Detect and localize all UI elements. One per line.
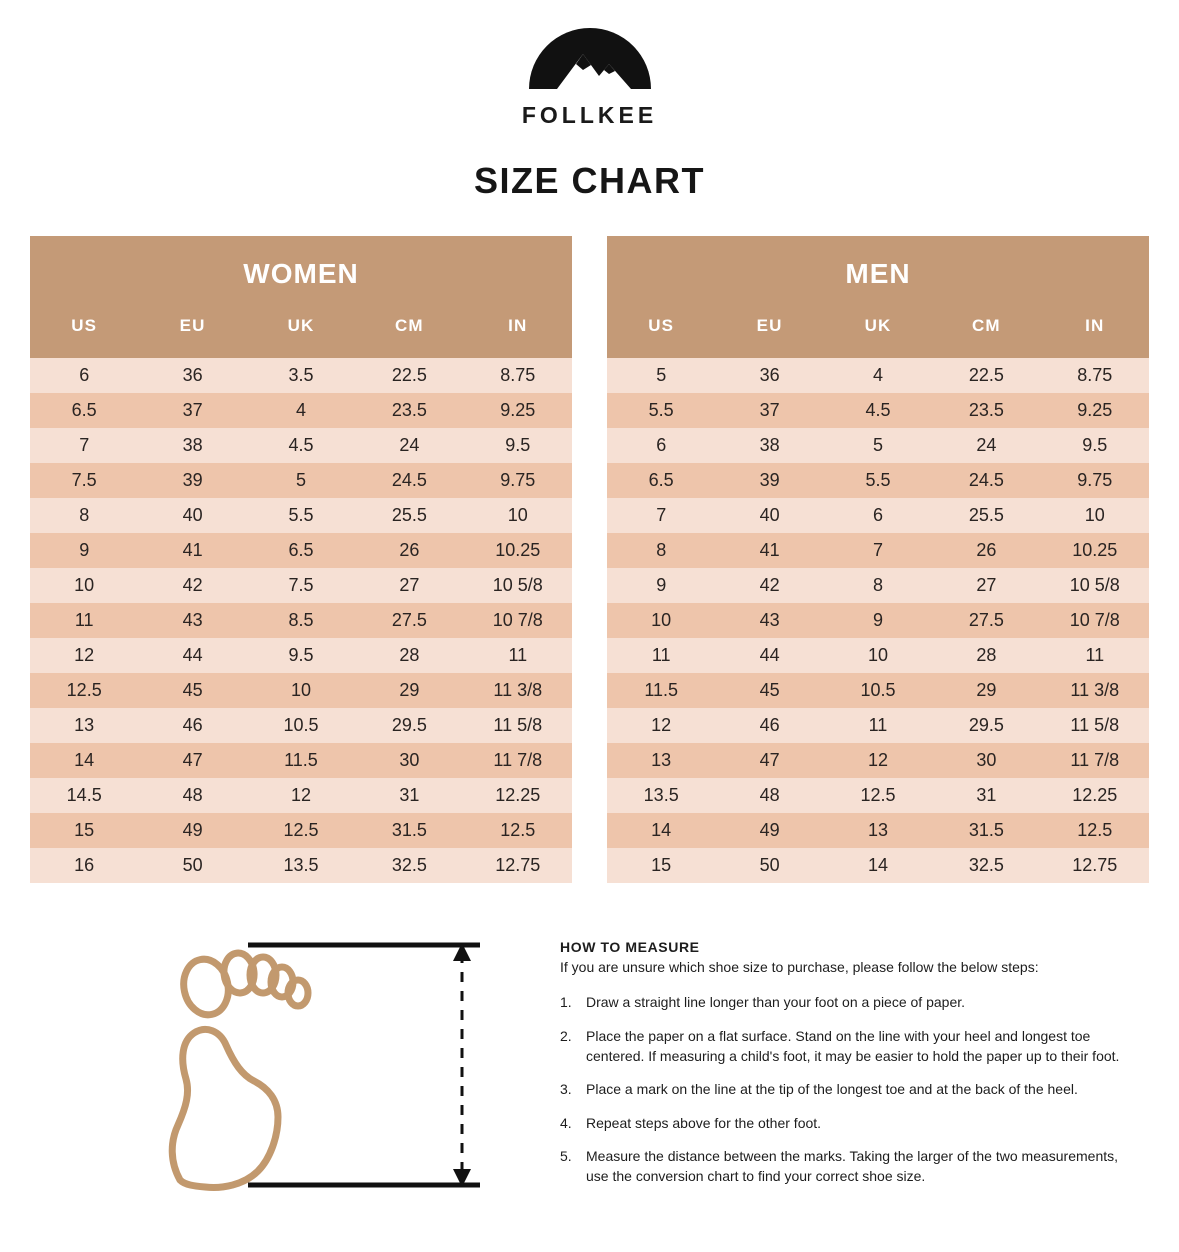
women-col-uk: UK [247, 310, 355, 358]
table-row [30, 533, 572, 568]
men-cell-us: 6 [607, 428, 715, 463]
table-row [30, 673, 572, 708]
table-row [30, 498, 572, 533]
women-cell-in: 11 7/8 [464, 743, 572, 778]
measure-step-text: Repeat steps above for the other foot. [586, 1114, 822, 1131]
women-cell-uk: 3.5 [247, 358, 355, 393]
women-cell-in: 9.75 [464, 463, 572, 498]
measure-step-text: Measure the distance between the marks. Taking the larger of the two measurements, use the conversion chart to find your correct shoe size. [586, 1148, 1119, 1184]
measure-step-text: Place a mark on the line at the tip of the longest toe and at the back of the heel. [586, 1081, 1078, 1098]
women-cell-eu: 41 [138, 533, 246, 568]
table-row [30, 743, 572, 778]
table-row [30, 393, 572, 428]
men-cell-cm: 31.5 [932, 813, 1040, 848]
men-cell-eu: 50 [715, 848, 823, 883]
women-cell-us: 9 [30, 533, 138, 568]
men-cell-us: 10 [607, 603, 715, 638]
women-cell-uk: 8.5 [247, 603, 355, 638]
women-cell-uk: 4.5 [247, 428, 355, 463]
men-cell-us: 9 [607, 568, 715, 603]
women-cell-us: 13 [30, 708, 138, 743]
women-cell-uk: 12.5 [247, 813, 355, 848]
table-row [607, 813, 1149, 848]
men-col-eu: EU [715, 310, 823, 358]
size-tables [0, 236, 1179, 883]
men-cell-in: 11 3/8 [1041, 673, 1149, 708]
men-cell-eu: 44 [715, 638, 823, 673]
women-cell-cm: 30 [355, 743, 463, 778]
men-cell-in: 12.25 [1041, 778, 1149, 813]
men-cell-eu: 36 [715, 358, 823, 393]
men-cell-eu: 46 [715, 708, 823, 743]
men-cell-in: 9.25 [1041, 393, 1149, 428]
women-cell-eu: 38 [138, 428, 246, 463]
table-row [607, 673, 1149, 708]
women-cell-in: 10.25 [464, 533, 572, 568]
women-cell-cm: 26 [355, 533, 463, 568]
men-cell-cm: 24.5 [932, 463, 1040, 498]
women-cell-cm: 27 [355, 568, 463, 603]
brand-header [0, 0, 1179, 129]
women-cell-eu: 37 [138, 393, 246, 428]
men-cell-cm: 30 [932, 743, 1040, 778]
men-cell-in: 8.75 [1041, 358, 1149, 393]
men-cell-cm: 29 [932, 673, 1040, 708]
women-cell-cm: 31 [355, 778, 463, 813]
men-table-header-row [607, 310, 1149, 358]
women-cell-uk: 7.5 [247, 568, 355, 603]
men-cell-us: 14 [607, 813, 715, 848]
women-col-in: IN [464, 310, 572, 358]
women-cell-cm: 25.5 [355, 498, 463, 533]
measure-step-number: 5. [560, 1148, 572, 1165]
men-cell-in: 9.75 [1041, 463, 1149, 498]
women-cell-eu: 50 [138, 848, 246, 883]
men-cell-eu: 45 [715, 673, 823, 708]
men-cell-cm: 24 [932, 428, 1040, 463]
women-size-chart [30, 236, 572, 883]
men-cell-in: 10 5/8 [1041, 568, 1149, 603]
women-cell-us: 7.5 [30, 463, 138, 498]
measure-step [560, 1027, 1120, 1066]
men-cell-us: 5.5 [607, 393, 715, 428]
men-cell-uk: 14 [824, 848, 932, 883]
women-cell-us: 10 [30, 568, 138, 603]
mountain-logo-icon [527, 26, 653, 98]
table-row [607, 778, 1149, 813]
table-row [607, 463, 1149, 498]
women-cell-eu: 44 [138, 638, 246, 673]
men-cell-eu: 49 [715, 813, 823, 848]
women-cell-eu: 49 [138, 813, 246, 848]
men-col-in: IN [1041, 310, 1149, 358]
table-row [607, 358, 1149, 393]
measure-heading: HOW TO MEASURE [560, 939, 700, 955]
women-cell-in: 11 3/8 [464, 673, 572, 708]
men-cell-cm: 26 [932, 533, 1040, 568]
measure-step [560, 1147, 1120, 1186]
men-cell-eu: 39 [715, 463, 823, 498]
men-col-us: US [607, 310, 715, 358]
women-table-body [30, 358, 572, 883]
women-cell-us: 16 [30, 848, 138, 883]
women-cell-us: 6 [30, 358, 138, 393]
men-col-cm: CM [932, 310, 1040, 358]
women-cell-in: 11 5/8 [464, 708, 572, 743]
women-cell-eu: 47 [138, 743, 246, 778]
men-col-uk: UK [824, 310, 932, 358]
women-cell-eu: 39 [138, 463, 246, 498]
women-cell-uk: 12 [247, 778, 355, 813]
women-cell-uk: 11.5 [247, 743, 355, 778]
men-cell-us: 11.5 [607, 673, 715, 708]
measure-steps [560, 993, 1120, 1186]
women-cell-eu: 36 [138, 358, 246, 393]
men-cell-cm: 27 [932, 568, 1040, 603]
women-cell-in: 8.75 [464, 358, 572, 393]
men-cell-eu: 42 [715, 568, 823, 603]
table-row [30, 428, 572, 463]
table-row [30, 568, 572, 603]
men-cell-us: 11 [607, 638, 715, 673]
table-row [30, 848, 572, 883]
men-cell-us: 12 [607, 708, 715, 743]
men-cell-uk: 11 [824, 708, 932, 743]
how-to-measure-section [0, 937, 1179, 1247]
men-cell-us: 6.5 [607, 463, 715, 498]
table-row [607, 533, 1149, 568]
women-cell-in: 12.25 [464, 778, 572, 813]
table-row [30, 708, 572, 743]
women-cell-in: 12.5 [464, 813, 572, 848]
women-cell-eu: 48 [138, 778, 246, 813]
women-cell-in: 9.25 [464, 393, 572, 428]
men-cell-in: 11 5/8 [1041, 708, 1149, 743]
women-cell-cm: 24.5 [355, 463, 463, 498]
men-cell-uk: 10.5 [824, 673, 932, 708]
women-cell-cm: 29 [355, 673, 463, 708]
women-cell-in: 12.75 [464, 848, 572, 883]
foot-diagram [30, 937, 560, 1247]
table-row [30, 603, 572, 638]
table-row [607, 428, 1149, 463]
measure-step [560, 993, 1120, 1013]
men-cell-uk: 5 [824, 428, 932, 463]
women-cell-cm: 24 [355, 428, 463, 463]
measure-instructions [560, 937, 1120, 1247]
women-cell-in: 10 [464, 498, 572, 533]
women-cell-us: 14.5 [30, 778, 138, 813]
men-cell-in: 10.25 [1041, 533, 1149, 568]
measure-step-number: 1. [560, 994, 572, 1011]
women-cell-uk: 13.5 [247, 848, 355, 883]
measure-step-number: 2. [560, 1027, 572, 1044]
men-cell-cm: 22.5 [932, 358, 1040, 393]
men-cell-uk: 10 [824, 638, 932, 673]
measure-step [560, 1114, 1120, 1134]
men-cell-cm: 27.5 [932, 603, 1040, 638]
women-cell-eu: 42 [138, 568, 246, 603]
women-table-title: WOMEN [30, 236, 572, 310]
women-cell-in: 10 7/8 [464, 603, 572, 638]
women-col-cm: CM [355, 310, 463, 358]
men-cell-uk: 12 [824, 743, 932, 778]
men-cell-cm: 28 [932, 638, 1040, 673]
table-row [607, 848, 1149, 883]
women-cell-uk: 5.5 [247, 498, 355, 533]
table-row [607, 638, 1149, 673]
men-cell-uk: 4 [824, 358, 932, 393]
men-table-body [607, 358, 1149, 883]
men-cell-eu: 41 [715, 533, 823, 568]
measure-step-number: 3. [560, 1081, 572, 1098]
table-row [30, 778, 572, 813]
men-cell-cm: 31 [932, 778, 1040, 813]
table-row [607, 743, 1149, 778]
women-cell-uk: 9.5 [247, 638, 355, 673]
men-cell-cm: 23.5 [932, 393, 1040, 428]
women-cell-us: 12.5 [30, 673, 138, 708]
men-cell-uk: 13 [824, 813, 932, 848]
table-row [607, 708, 1149, 743]
men-cell-uk: 8 [824, 568, 932, 603]
men-cell-us: 13.5 [607, 778, 715, 813]
women-cell-us: 6.5 [30, 393, 138, 428]
men-cell-eu: 43 [715, 603, 823, 638]
women-cell-cm: 28 [355, 638, 463, 673]
women-cell-cm: 32.5 [355, 848, 463, 883]
measure-step-text: Place the paper on a flat surface. Stand on the line with your heel and longest toe centered. If measuring a child's foot, it may be easier to hold the paper up to their foot. [586, 1027, 1120, 1064]
women-cell-cm: 23.5 [355, 393, 463, 428]
men-cell-in: 11 7/8 [1041, 743, 1149, 778]
women-cell-cm: 27.5 [355, 603, 463, 638]
women-cell-us: 8 [30, 498, 138, 533]
measure-step-number: 4. [560, 1114, 572, 1131]
men-cell-us: 15 [607, 848, 715, 883]
men-cell-in: 10 [1041, 498, 1149, 533]
men-cell-uk: 6 [824, 498, 932, 533]
men-cell-uk: 7 [824, 533, 932, 568]
women-cell-uk: 6.5 [247, 533, 355, 568]
table-row [607, 568, 1149, 603]
table-row [30, 463, 572, 498]
men-cell-us: 8 [607, 533, 715, 568]
women-cell-us: 12 [30, 638, 138, 673]
men-cell-cm: 32.5 [932, 848, 1040, 883]
women-col-eu: EU [138, 310, 246, 358]
women-cell-uk: 5 [247, 463, 355, 498]
women-cell-us: 14 [30, 743, 138, 778]
men-cell-in: 12.5 [1041, 813, 1149, 848]
men-cell-us: 7 [607, 498, 715, 533]
men-cell-in: 12.75 [1041, 848, 1149, 883]
men-cell-uk: 12.5 [824, 778, 932, 813]
men-cell-in: 9.5 [1041, 428, 1149, 463]
women-cell-in: 11 [464, 638, 572, 673]
table-row [30, 638, 572, 673]
page-title: SIZE CHART [474, 160, 705, 201]
foot-measure-diagram-icon [30, 937, 560, 1247]
men-cell-uk: 5.5 [824, 463, 932, 498]
men-cell-us: 13 [607, 743, 715, 778]
men-cell-in: 11 [1041, 638, 1149, 673]
women-cell-cm: 31.5 [355, 813, 463, 848]
men-cell-in: 10 7/8 [1041, 603, 1149, 638]
men-cell-eu: 48 [715, 778, 823, 813]
women-cell-us: 7 [30, 428, 138, 463]
women-cell-eu: 45 [138, 673, 246, 708]
women-cell-eu: 46 [138, 708, 246, 743]
women-cell-cm: 22.5 [355, 358, 463, 393]
women-cell-us: 11 [30, 603, 138, 638]
women-cell-in: 10 5/8 [464, 568, 572, 603]
men-cell-eu: 47 [715, 743, 823, 778]
women-cell-uk: 10.5 [247, 708, 355, 743]
measure-step [560, 1080, 1120, 1100]
women-cell-uk: 4 [247, 393, 355, 428]
women-cell-us: 15 [30, 813, 138, 848]
women-cell-uk: 10 [247, 673, 355, 708]
men-cell-cm: 29.5 [932, 708, 1040, 743]
table-row [607, 498, 1149, 533]
table-row [607, 603, 1149, 638]
men-cell-eu: 37 [715, 393, 823, 428]
men-cell-eu: 38 [715, 428, 823, 463]
measure-intro: If you are unsure which shoe size to purchase, please follow the below steps: [560, 959, 1039, 975]
brand-name: FOLLKEE [521, 102, 658, 128]
measure-step-text: Draw a straight line longer than your foot on a piece of paper. [586, 994, 966, 1011]
women-cell-eu: 40 [138, 498, 246, 533]
women-cell-in: 9.5 [464, 428, 572, 463]
women-cell-eu: 43 [138, 603, 246, 638]
men-size-chart [607, 236, 1149, 883]
men-cell-uk: 9 [824, 603, 932, 638]
men-cell-uk: 4.5 [824, 393, 932, 428]
women-table-header-row [30, 310, 572, 358]
women-col-us: US [30, 310, 138, 358]
women-cell-cm: 29.5 [355, 708, 463, 743]
men-cell-us: 5 [607, 358, 715, 393]
men-table-title: MEN [607, 236, 1149, 310]
table-row [607, 393, 1149, 428]
men-cell-cm: 25.5 [932, 498, 1040, 533]
table-row [30, 358, 572, 393]
table-row [30, 813, 572, 848]
men-cell-eu: 40 [715, 498, 823, 533]
